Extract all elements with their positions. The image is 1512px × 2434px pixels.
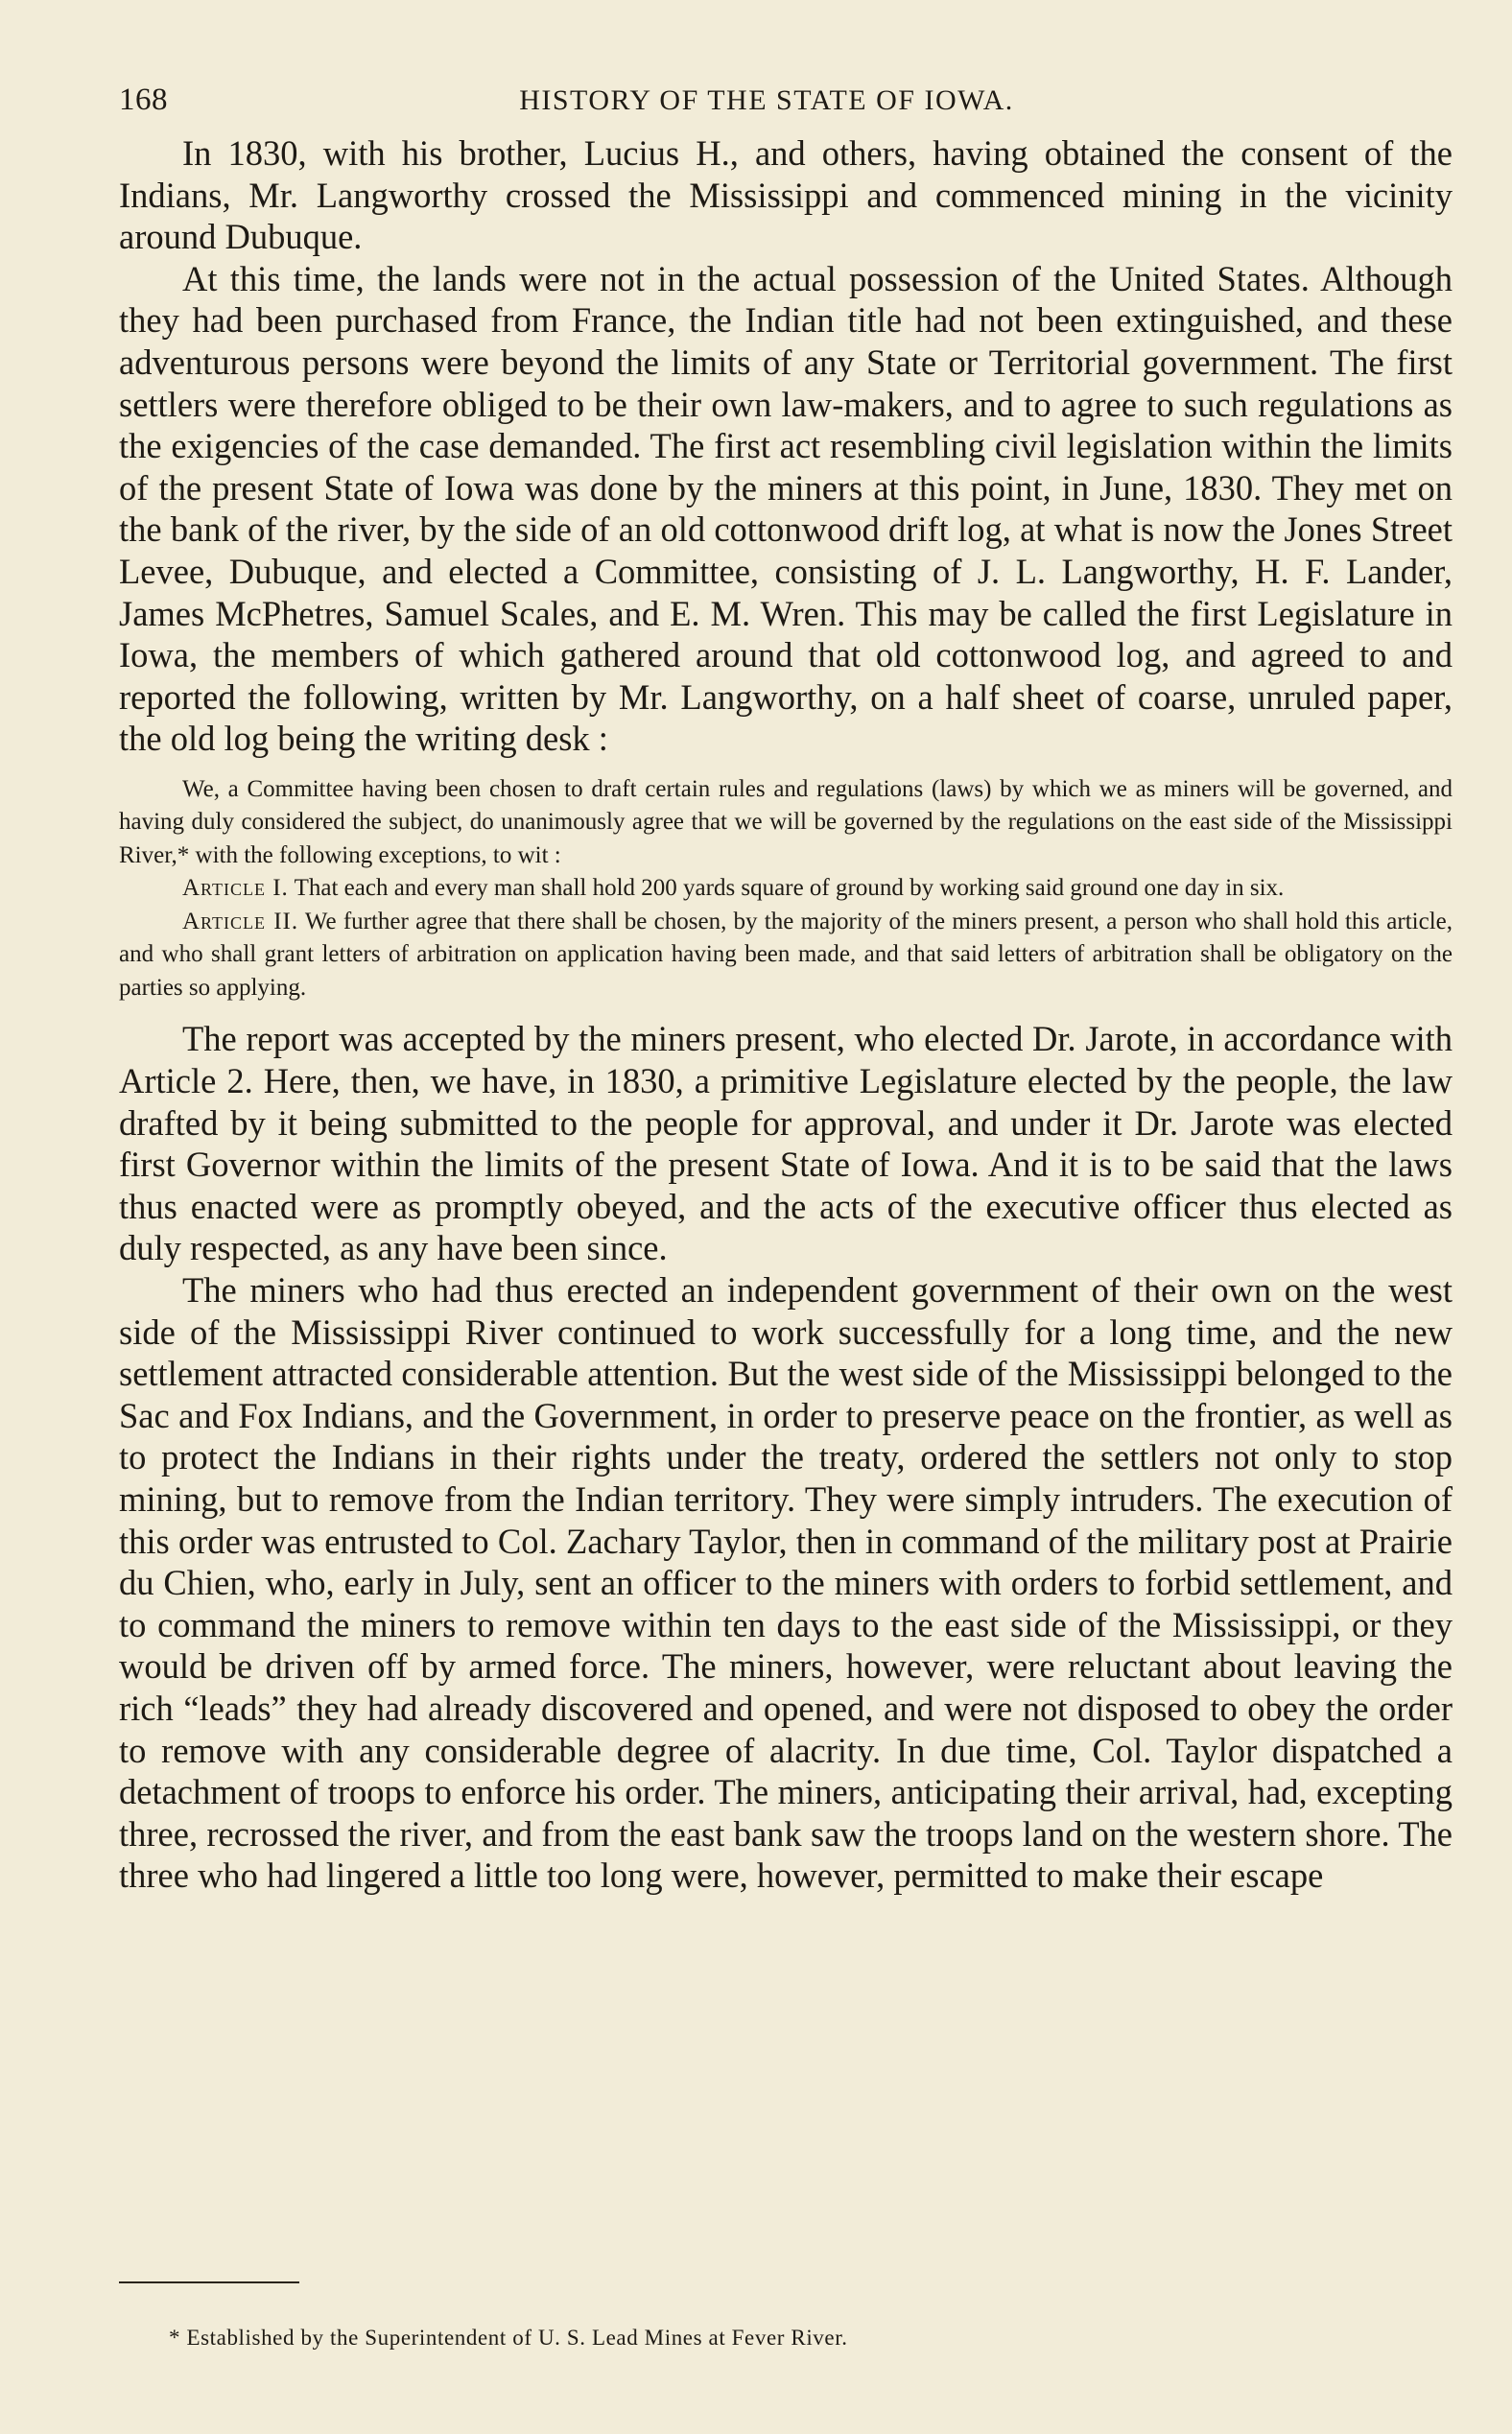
paragraph-2: At this time, the lands were not in the actual possession of the United States. Although they had been purchased from France, the Indian title had not been extinguished, and these adventurous persons were beyond the limits of any State or Territorial government. The first settlers were therefore obliged to be their own law-makers, and to agree to such regulations as the exigencies of the case demanded. The first act resembling civil legislation within the limits of the present State of Iowa was done by the miners at this point, in June, 1830. They met on the bank of the river, by the side of an old cottonwood drift log, at what is now the Jones Street Levee, Dubuque, and elected a Committee, consisting of J. L. Langworthy, H. F. Lander, James McPhetres, Samuel Scales, and E. M. Wren. This may be called the first Legislature in Iowa, the members of which gathered around that old cottonwood log, and agreed to and reported the following, written by Mr. Langworthy, on a half sheet of coarse, unruled paper, the old log being the writing desk :: [119, 258, 1453, 759]
article-2-label: Article II.: [182, 908, 299, 934]
footnote-rule: [119, 2281, 299, 2283]
running-head: [119, 83, 1453, 132]
paragraph-3: The report was accepted by the miners present, who elected Dr. Jarote, in accordance with Article 2. Here, then, we have, in 1830, a primitive Legislature elected by the people, the law drafted by it being submitted to the people for approval, and under it Dr. Jarote was elected first Governor within the limits of the present State of Iowa. And it is to be said that the laws thus enacted were as promptly obeyed, and the acts of the executive officer thus elected as duly respected, as any have been since.: [119, 1019, 1453, 1268]
report-intro: We, a Committee having been chosen to draft certain rules and regulations (laws) by which we as miners will be governed, and having duly considered the subject, do unanimously agree that we will be governed by the regulations on the east side of the Mississippi River,* with the following exceptions, to wit :: [119, 775, 1453, 868]
running-title: HISTORY OF THE STATE OF IOWA.: [519, 84, 1014, 116]
paragraph-4: The miners who had thus erected an independent government of their own on the west side of the Mississippi River continued to work successfully for a long time, and the new settlement attracted considerable attention. But the west side of the Mississippi belonged to the Sac and Fox Indians, and the Government, in order to preserve peace on the frontier, as well as to protect the Indians in their rights under the treaty, ordered the settlers not only to stop mining, but to remove from the Indian territory. They were simply intruders. The execution of this order was entrusted to Col. Zachary Taylor, then in command of the military post at Prairie du Chien, who, early in July, sent an officer to the miners with orders to forbid settlement, and to command the miners to remove within ten days to the east side of the Mississippi, or they would be driven off by armed force. The miners, however, were reluctant about leaving the rich “leads” they had already discovered and opened, and were not disposed to obey the order to remove with any considerable degree of alacrity. In due time, Col. Taylor dispatched a detachment of troops to enforce his order. The miners, anticipating their arrival, had, excepting three, recrossed the river, and from the east bank saw the troops land on the western shore. The three who had lingered a little too long were, however, permitted to make their escape: [119, 1269, 1453, 1896]
article-2-text: We further agree that there shall be chosen, by the majority of the miners present, a person who shall hold this article, and who shall grant letters of arbitration on application having been made, and that said letters of arbitration shall be obligatory on the parties so applying.: [119, 908, 1453, 1001]
report-article-2: [119, 906, 1453, 1005]
committee-report: [119, 773, 1453, 1005]
page-number: 168: [119, 83, 168, 117]
article-1-text: That each and every man shall hold 200 yards square of ground by working said ground one day in six.: [294, 875, 1285, 902]
book-page: [119, 83, 1453, 1897]
report-article-1: [119, 872, 1453, 906]
paragraph-1: In 1830, with his brother, Lucius H., and others, having obtained the consent of the Indians, Mr. Langworthy crossed the Mississippi and commenced mining in the vicinity around Dubuque.: [119, 133, 1453, 257]
footnote: * Established by the Superintendent of U. S. Lead Mines at Fever River.: [169, 2326, 848, 2350]
article-1-label: Article I.: [182, 875, 289, 902]
